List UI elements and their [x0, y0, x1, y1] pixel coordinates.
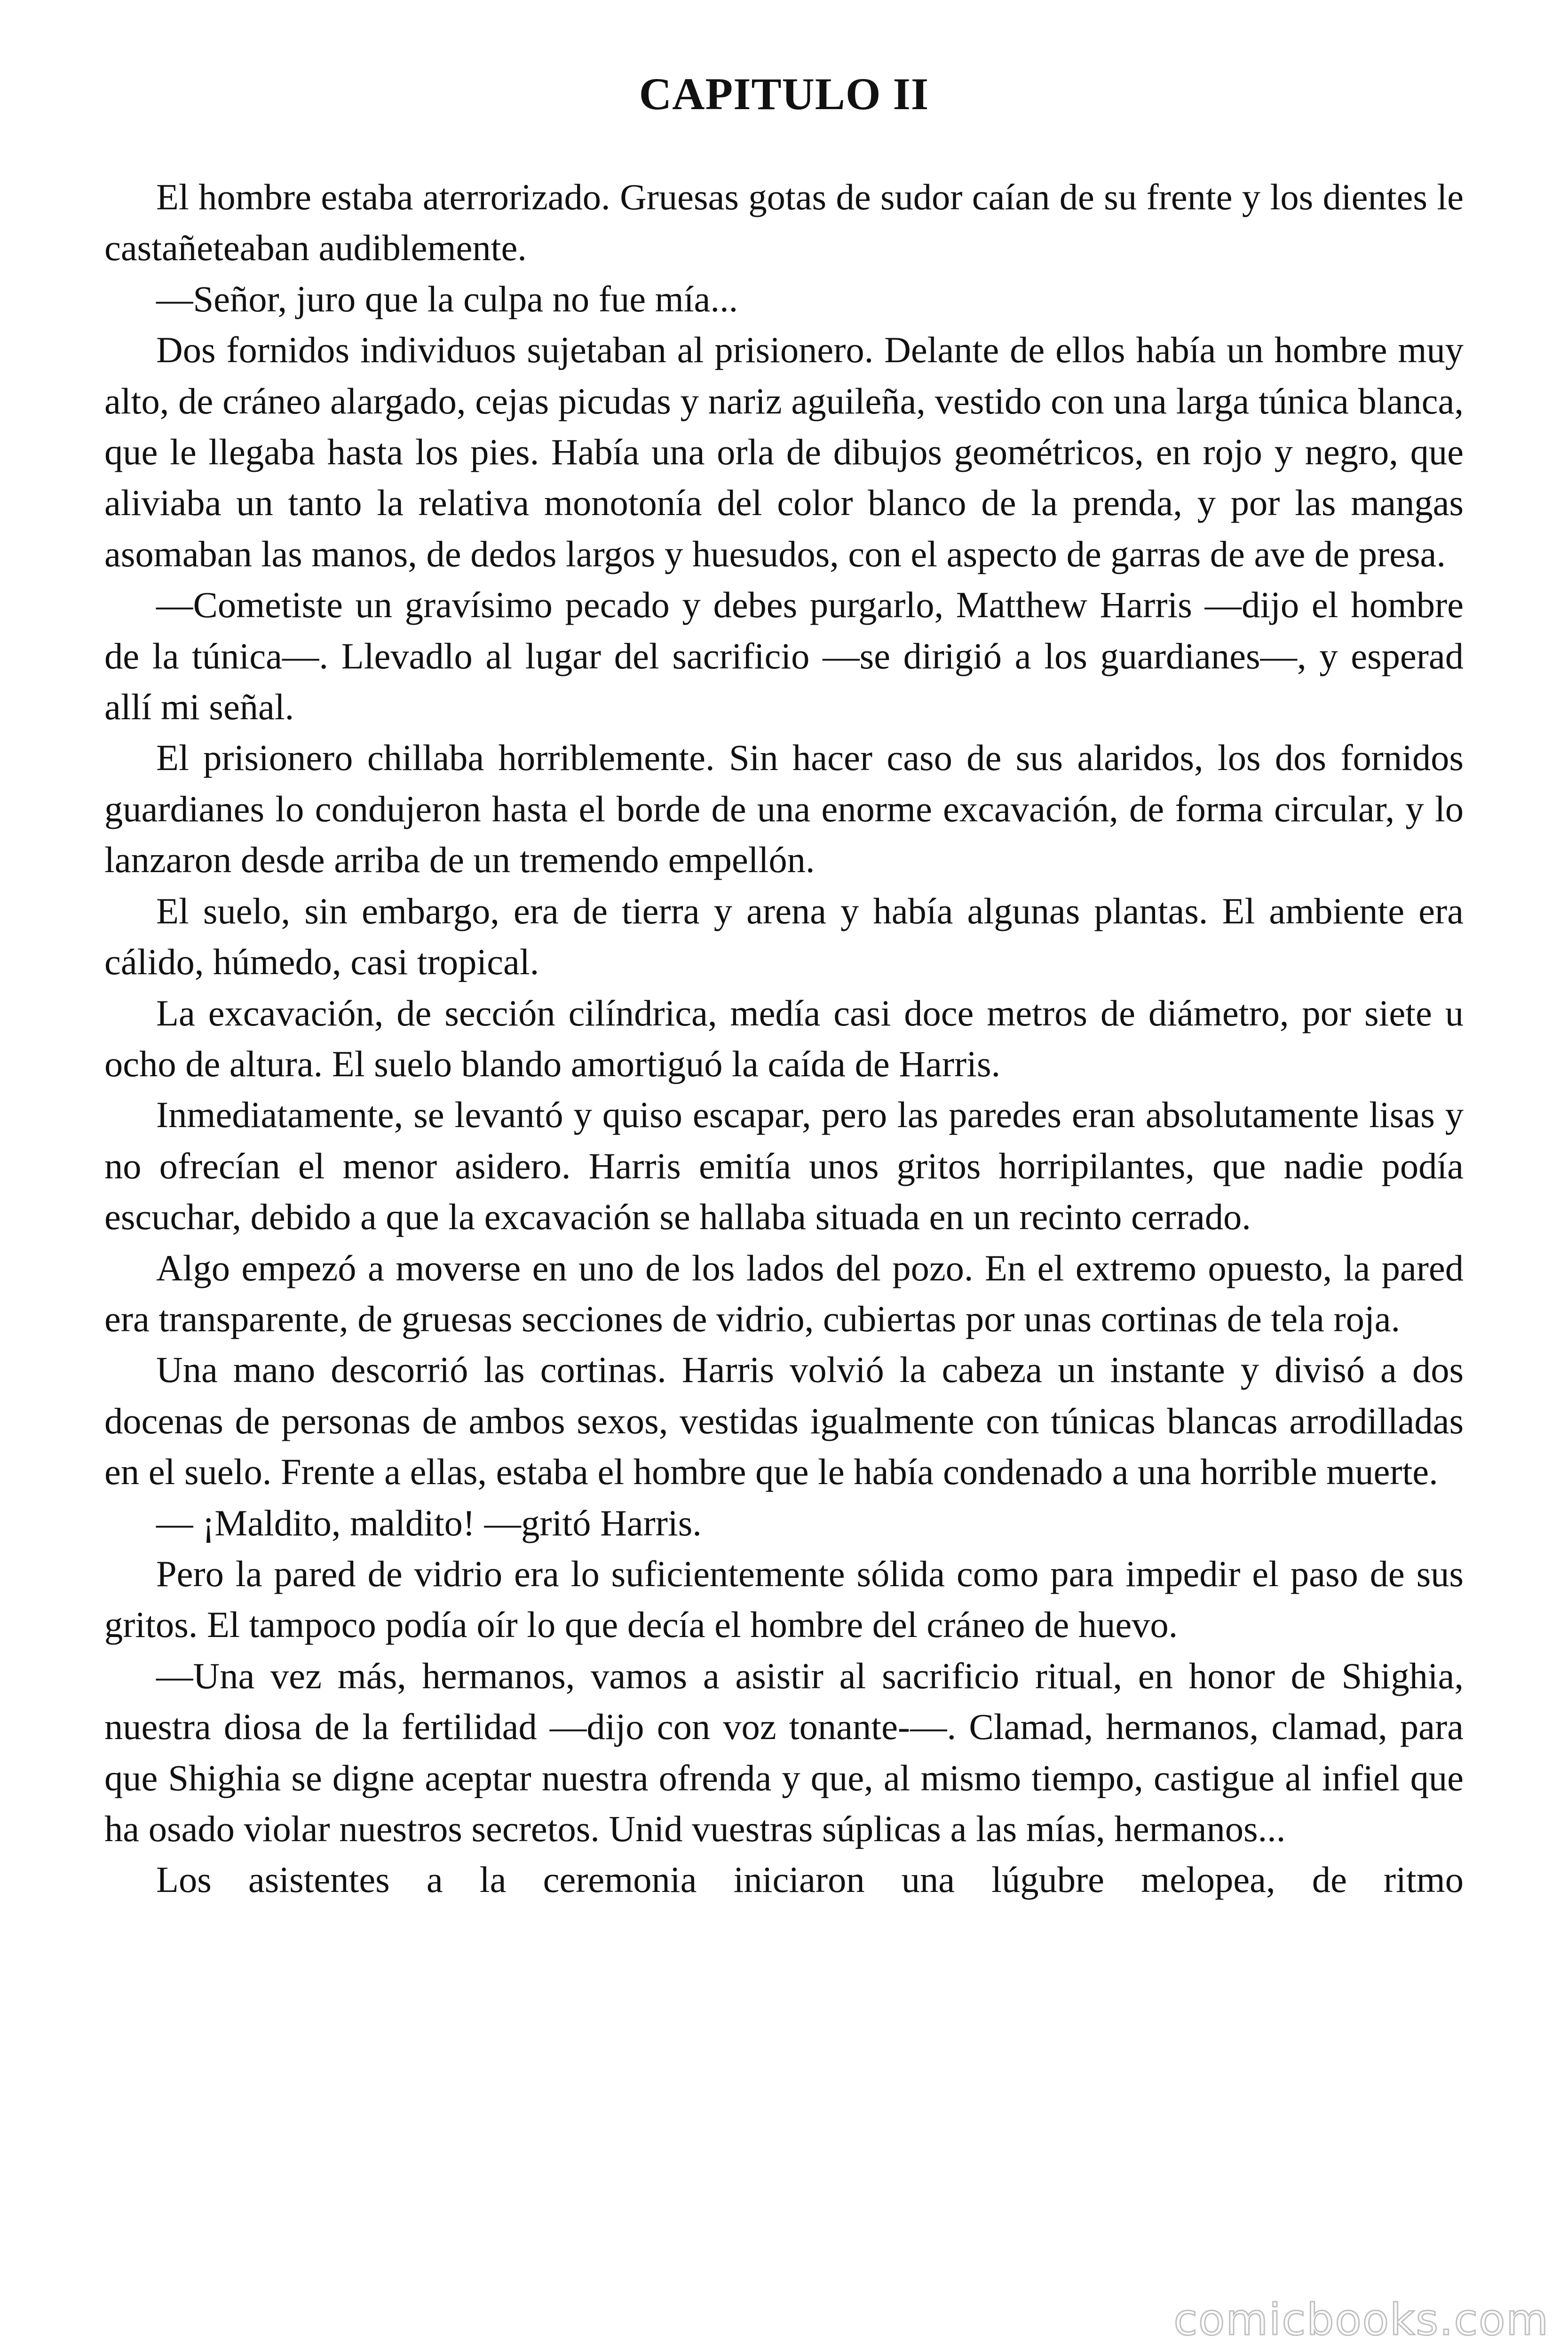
paragraph: Algo empezó a moverse en uno de los lados del pozo. En el extremo opuesto, la pared era transparente, de gruesas secciones de vidrio, cubiertas por unas cortinas de tela roja. [104, 1247, 1464, 1339]
watermark: comicbooks.com [1173, 2295, 1549, 2345]
paragraph: —Una vez más, hermanos, vamos a asistir al sacrificio ritual, en honor de Shighia, nuestra diosa de la fertilidad —dijo con voz tonante-—. Clamad, hermanos, clamad, para que Shighia se digne aceptar nuestra ofrenda y que, al mismo tiempo, castigue al infiel que ha osado violar nuestros secretos. Unid vuestras súplicas a las mías, hermanos... [104, 1655, 1464, 1849]
chapter-title: CAPITULO II [639, 69, 929, 119]
paragraph: Los asistentes a la ceremonia iniciaron una lúgubre melopea, de ritmo [156, 1859, 1464, 1900]
paragraph: Una mano descorrió las cortinas. Harris volvió la cabeza un instante y divisó a dos docenas de personas de ambos sexos, vestidas igualmente con túnicas blancas arrodilladas en el suelo. Frente a ellas, estaba el hombre que le había condenado a una horrible muerte. [104, 1349, 1464, 1493]
paragraph: El prisionero chillaba horriblemente. Sin hacer caso de sus alaridos, los dos fornidos guardianes lo condujeron hasta el borde de una enorme excavación, de forma circular, y lo lanzaron desde arriba de un tremendo empellón. [104, 737, 1464, 881]
paragraph: Inmediatamente, se levantó y quiso escapar, pero las paredes eran absolutamente lisas y no ofrecían el menor asidero. Harris emitía unos gritos horripilantes, que nadie podía escuchar, debido a que la excavación se hallaba situada en un recinto cerrado. [104, 1094, 1464, 1238]
paragraph: Dos fornidos individuos sujetaban al prisionero. Delante de ellos había un hombre muy alto, de cráneo alargado, cejas picudas y nariz aguileña, vestido con una larga túnica blanca, que le llegaba hasta los pies. Había una orla de dibujos geométricos, en rojo y negro, que aliviaba un tanto la relativa monotonía del color blanco de la prenda, y por las mangas asomaban las manos, de dedos largos y huesudos, con el aspecto de garras de ave de presa. [104, 329, 1464, 574]
paragraph: — ¡Maldito, maldito! —gritó Harris. [156, 1502, 702, 1543]
paragraph: —Cometiste un gravísimo pecado y debes purgarlo, Matthew Harris —dijo el hombre de la túnica—. Llevadlo al lugar del sacrificio —se dirigió a los guardianes—, y esperad allí mi señal. [104, 584, 1464, 728]
paragraph: La excavación, de sección cilíndrica, medía casi doce metros de diámetro, por siete u ocho de altura. El suelo blando amortiguó la caída de Harris. [104, 992, 1464, 1084]
text-body [104, 172, 1464, 1906]
paragraph: —Señor, juro que la culpa no fue mía... [156, 278, 738, 319]
paragraph: El hombre estaba aterrorizado. Gruesas gotas de sudor caían de su frente y los dientes le castañeteaban audiblemente. [104, 176, 1464, 269]
paragraph: Pero la pared de vidrio era lo suficientemente sólida como para impedir el paso de sus gritos. El tampoco podía oír lo que decía el hombre del cráneo de huevo. [104, 1553, 1464, 1645]
paragraph: El suelo, sin embargo, era de tierra y arena y había algunas plantas. El ambiente era cálido, húmedo, casi tropical. [104, 890, 1464, 983]
